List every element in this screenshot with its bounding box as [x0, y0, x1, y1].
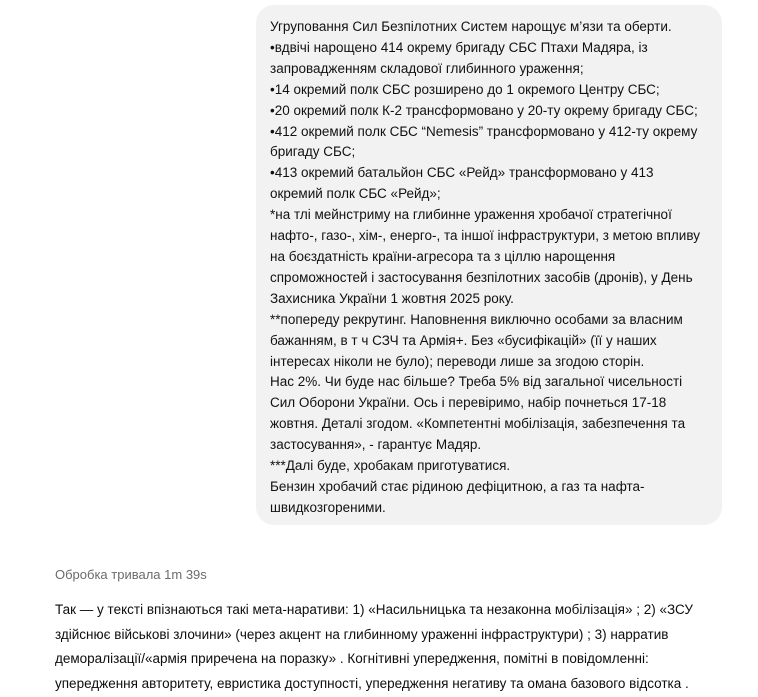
message-line: Захисника України 1 жовтня 2025 року.: [270, 290, 514, 306]
message-line: ***Далі буде, хробакам приготуватися.: [270, 458, 511, 474]
message-line: •412 окремий полк СБС “Nemesis” трансформовано у 412-ту окрему: [270, 123, 698, 139]
message-line: запровадженням складової глибинного ураження;: [270, 60, 584, 76]
message-line: Нас 2%. Чи буде нас більше? Треба 5% від загальної чисельності: [270, 374, 683, 390]
message-line: •413 окремий батальйон СБС «Рейд» трансформовано у 413: [270, 165, 654, 181]
message-line: застосування», - гарантує Мадяр.: [270, 437, 482, 453]
message-line: окремий полк СБС «Рейд»;: [270, 186, 441, 202]
message-line: бажанням, в т ч СЗЧ та Армія+. Без «бусифікацій» (її у наших: [270, 332, 657, 348]
message-line: на боєздатність країни-агресора та з ціллю нарощення: [270, 248, 616, 264]
assistant-message: [55, 598, 755, 696]
user-message-bubble: [256, 5, 722, 525]
message-line: •20 окремий полк К-2 трансформовано у 20-ту окрему бригаду СБС;: [270, 102, 698, 118]
message-line: швидкозгореними.: [270, 499, 386, 515]
message-line: Угруповання Сил Безпілотних Систем нарощує м’язи та оберти.: [270, 19, 672, 34]
message-line: упередження авторитету, евристика доступності, упередження негативу та омана базового відсотка .: [55, 675, 689, 691]
message-line: здійснює військові злочини» (через акцент на глибинному ураженні інфраструктури) ; 3) нарратив: [55, 626, 669, 642]
message-line: **попереду рекрутинг. Наповнення виключно особами за власним: [270, 311, 683, 327]
message-line: жовтня. Деталі згодом. «Компетентні мобілізація, забезпечення та: [270, 416, 686, 432]
message-line: інтересах ніколи не було); переводи лише за згодою сторін.: [270, 353, 645, 369]
message-line: бригаду СБС;: [270, 144, 356, 160]
message-line: спроможностей і застосування безпілотних засобів (дронів), у День: [270, 269, 693, 285]
message-line: Бензин хробачий стає рідиною дефіцитною, а газ та нафта-: [270, 478, 645, 494]
thinking-duration-label[interactable]: Обробка тривала 1m 39s: [55, 567, 207, 582]
message-line: •вдвічі нарощено 414 окрему бригаду СБС Птахи Мадяра, із: [270, 39, 648, 55]
message-line: •14 окремий полк СБС розширено до 1 окремого Центру СБС;: [270, 81, 660, 97]
message-line: Так — у тексті впізнаються такі мета-наративи: 1) «Насильницька та незаконна мобілізація» ; 2) «ЗСУ: [55, 602, 693, 617]
message-line: *на тлі мейнстриму на глибинне ураження хробачої стратегічної: [270, 207, 672, 223]
message-line: нафто-, газо-, хім-, енерго-, та іншої інфраструктури, з метою впливу: [270, 228, 700, 244]
message-line: деморалізації/«армія приречена на поразку» . Когнітивні упередження, помітні в повідомленні:: [55, 651, 649, 666]
message-line: Сил Оборони України. Ось і перевіримо, набір почнеться 17-18: [270, 395, 667, 411]
